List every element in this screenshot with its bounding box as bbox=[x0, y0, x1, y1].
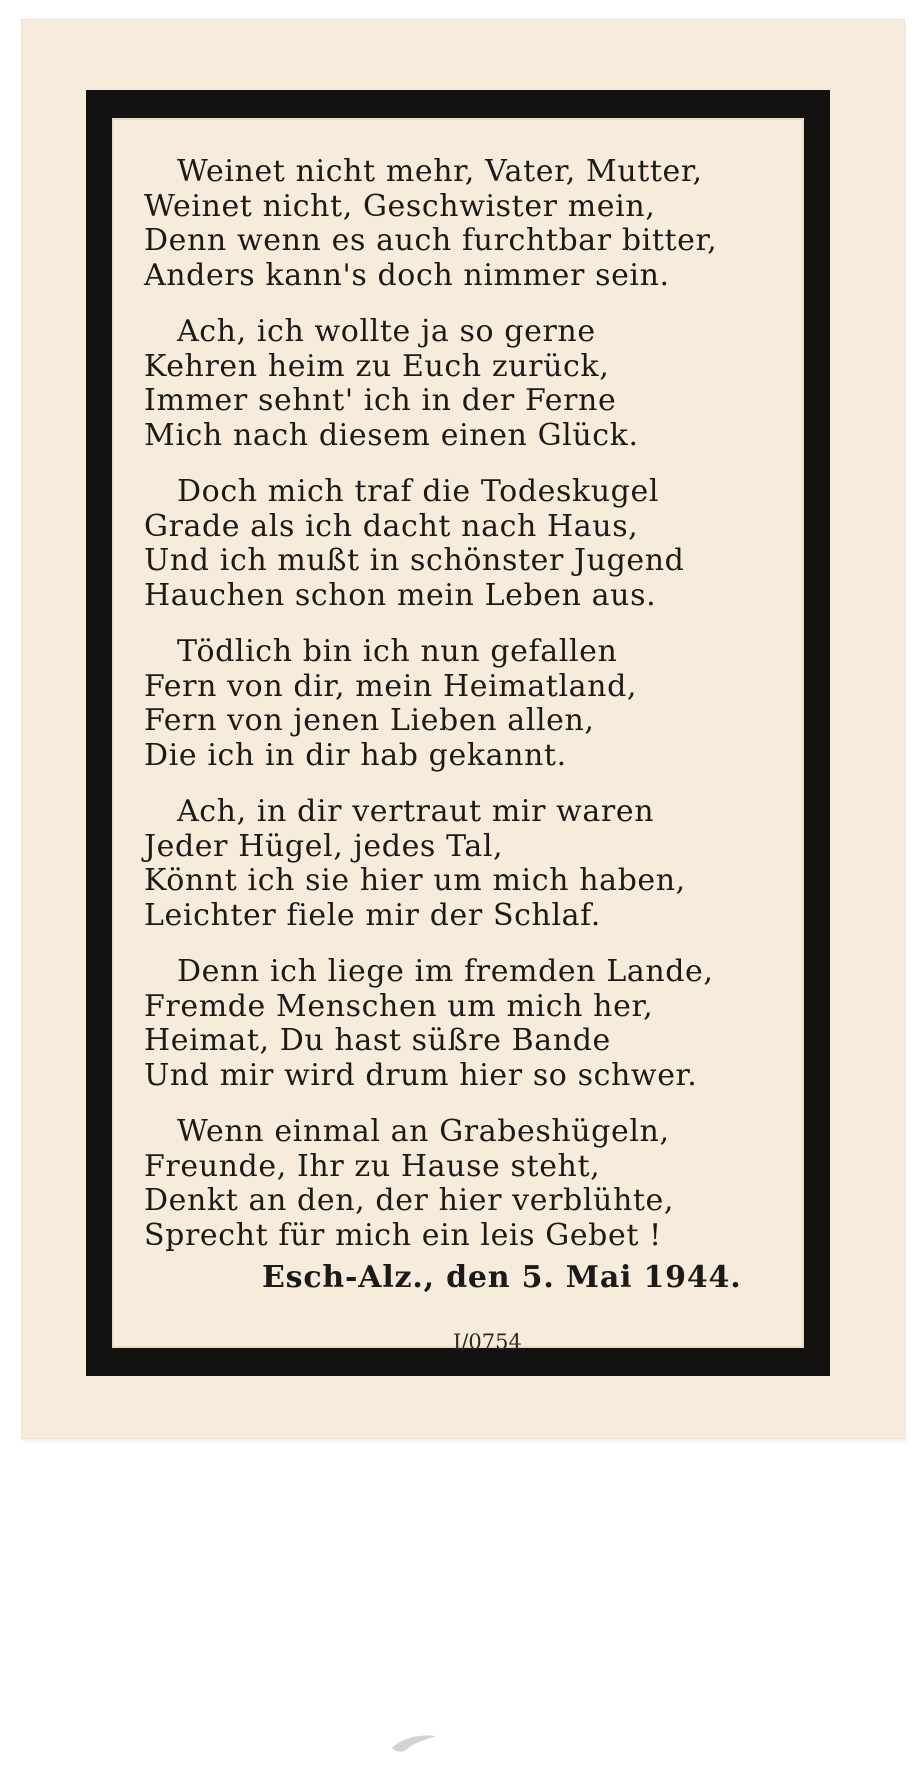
stanza bbox=[144, 1115, 784, 1253]
stanza bbox=[144, 635, 784, 773]
poem-line: Ach, in dir vertraut mir waren bbox=[177, 794, 655, 829]
poem-line: Könnt ich sie hier um mich haben, bbox=[144, 863, 686, 898]
poem-line: Weinet nicht mehr, Vater, Mutter, bbox=[177, 154, 703, 189]
place-and-date: Esch-Alz., den 5. Mai 1944. bbox=[262, 1260, 742, 1295]
poem-line: Leichter fiele mir der Schlaf. bbox=[144, 897, 601, 933]
poem-line: Wenn einmal an Grabeshügeln, bbox=[177, 1114, 670, 1149]
poem-line: Und mir wird drum hier so schwer. bbox=[144, 1057, 698, 1093]
poem-line: Heimat, Du hast süßre Bande bbox=[144, 1023, 611, 1058]
reference-number: I/0754 bbox=[453, 1330, 522, 1354]
poem-line: Anders kann's doch nimmer sein. bbox=[144, 257, 670, 293]
poem-line: Fern von dir, mein Heimatland, bbox=[144, 668, 638, 704]
poem bbox=[144, 155, 784, 1275]
poem-line: Ach, ich wollte ja so gerne bbox=[177, 314, 596, 349]
stanza bbox=[144, 795, 784, 933]
poem-line: Denn ich liege im fremden Lande, bbox=[177, 954, 714, 989]
poem-line: Freunde, Ihr zu Hause steht, bbox=[144, 1148, 601, 1184]
memorial-card bbox=[22, 20, 904, 1438]
poem-line: Mich nach diesem einen Glück. bbox=[144, 417, 639, 453]
stanza bbox=[144, 155, 784, 293]
stanza bbox=[144, 475, 784, 613]
poem-line: Fern von jenen Lieben allen, bbox=[144, 703, 595, 738]
poem-line: Fremde Menschen um mich her, bbox=[144, 988, 654, 1024]
poem-line: Sprecht für mich ein leis Gebet ! bbox=[144, 1217, 662, 1253]
poem-line: Und ich mußt in schönster Jugend bbox=[144, 543, 685, 578]
ink-smudge-mark bbox=[388, 1730, 440, 1754]
poem-line: Grade als ich dacht nach Haus, bbox=[144, 508, 639, 544]
poem-line: Immer sehnt' ich in der Ferne bbox=[144, 383, 617, 418]
stanza bbox=[144, 955, 784, 1093]
poem-line: Denn wenn es auch furchtbar bitter, bbox=[144, 223, 718, 258]
poem-line: Weinet nicht, Geschwister mein, bbox=[144, 188, 656, 224]
poem-line: Doch mich traf die Todeskugel bbox=[177, 474, 660, 509]
poem-line: Tödlich bin ich nun gefallen bbox=[177, 634, 618, 669]
stanza bbox=[144, 315, 784, 453]
poem-line: Denkt an den, der hier verblühte, bbox=[144, 1183, 675, 1218]
poem-line: Hauchen schon mein Leben aus. bbox=[144, 577, 657, 613]
poem-line: Kehren heim zu Euch zurück, bbox=[144, 348, 610, 384]
poem-line: Die ich in dir hab gekannt. bbox=[144, 737, 567, 773]
poem-line: Jeder Hügel, jedes Tal, bbox=[144, 828, 504, 864]
